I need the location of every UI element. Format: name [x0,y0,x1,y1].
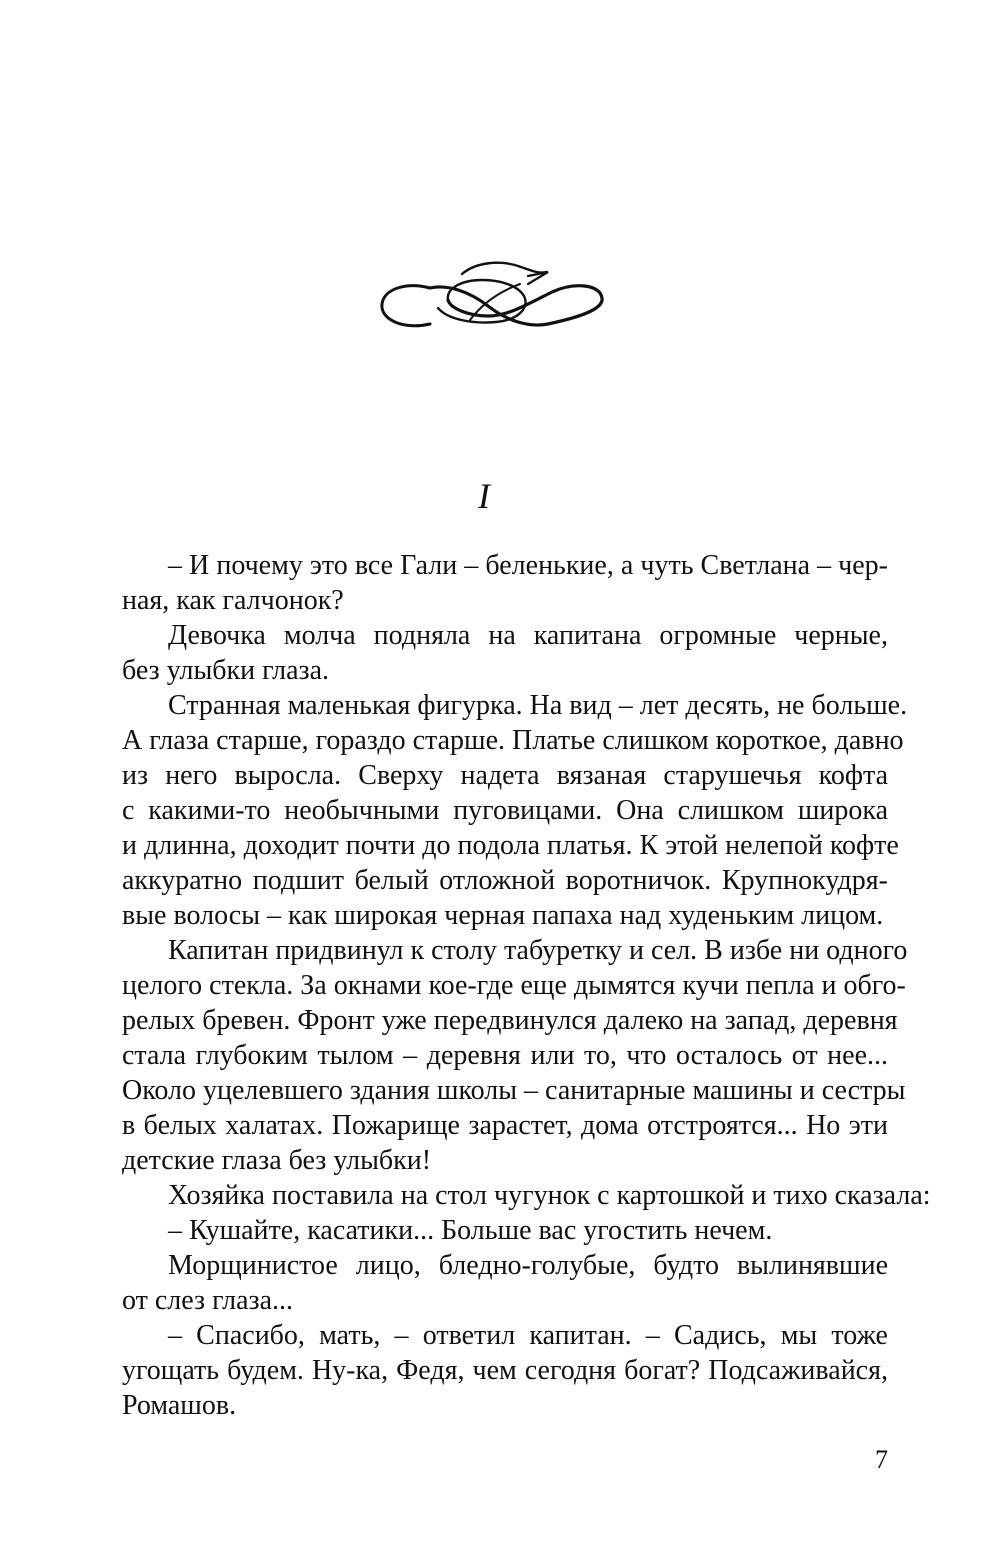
text-line: – Кушайте, касатики... Больше вас угостить нечем. [168,1215,773,1246]
text-line: из него выросла. Сверху надета вязаная старушечья кофта [122,760,888,791]
text-line: угощать будем. Ну-ка, Федя, чем сегодня богат? Подсаживайся, [122,1355,888,1386]
paragraph [76,1318,888,1423]
paragraph [76,548,888,618]
page-number: 7 [875,1445,888,1474]
text-line: с какими-то необычными пуговицами. Она слишком широка [122,795,888,826]
paragraph [76,688,908,933]
text-line: аккуратно подшит белый отложной воротничок. Крупнокудря- [122,865,888,896]
flourish-ornament-icon [378,258,608,338]
text-line: А глаза старше, гораздо старше. Платье слишком короткое, давно [122,725,904,756]
text-line: вые волосы – как широкая черная папаха над худеньким лицом. [122,900,884,931]
text-line: релых бревен. Фронт уже передвинулся далеко на запад, деревня [122,1005,898,1036]
text-line: детские глаза без улыбки! [122,1145,432,1176]
paragraph [76,933,908,1178]
chapter-number: I [478,476,490,516]
text-line: ная, как галчонок? [122,585,344,616]
text-line: Около уцелевшего здания школы – санитарные машины и сестры [122,1075,906,1106]
text-line: от слез глаза... [122,1285,294,1316]
text-line: без улыбки глаза. [122,655,330,686]
text-line: и длинна, доходит почти до подола платья. К этой нелепой кофте [122,830,899,861]
paragraph [76,1213,888,1248]
text-line: – Спасибо, мать, – ответил капитан. – Садись, мы тоже [168,1320,888,1351]
text-line: стала глубоким тылом – деревня или то, что осталось от нее... [122,1040,888,1071]
text-line: Морщинистое лицо, бледно-голубые, будто вылинявшие [168,1250,888,1281]
body-text [76,548,931,1423]
text-line: Ромашов. [122,1390,237,1421]
paragraph [76,618,888,688]
text-line: – И почему это все Гали – беленькие, а чуть Светлана – чер- [168,550,888,581]
text-line: целого стекла. За окнами кое-где еще дымятся кучи пепла и обго- [122,970,906,1001]
paragraph [76,1248,888,1318]
paragraph [76,1178,931,1213]
text-line: Хозяйка поставила на стол чугунок с картошкой и тихо сказала: [168,1180,931,1211]
text-line: Капитан придвинул к столу табуретку и сел. В избе ни одного [168,935,908,966]
text-line: Девочка молча подняла на капитана огромные черные, [168,620,888,651]
text-line: в белых халатах. Пожарище зарастет, дома отстроятся... Но эти [122,1110,888,1141]
text-line: Странная маленькая фигурка. На вид – лет десять, не больше. [168,690,908,721]
